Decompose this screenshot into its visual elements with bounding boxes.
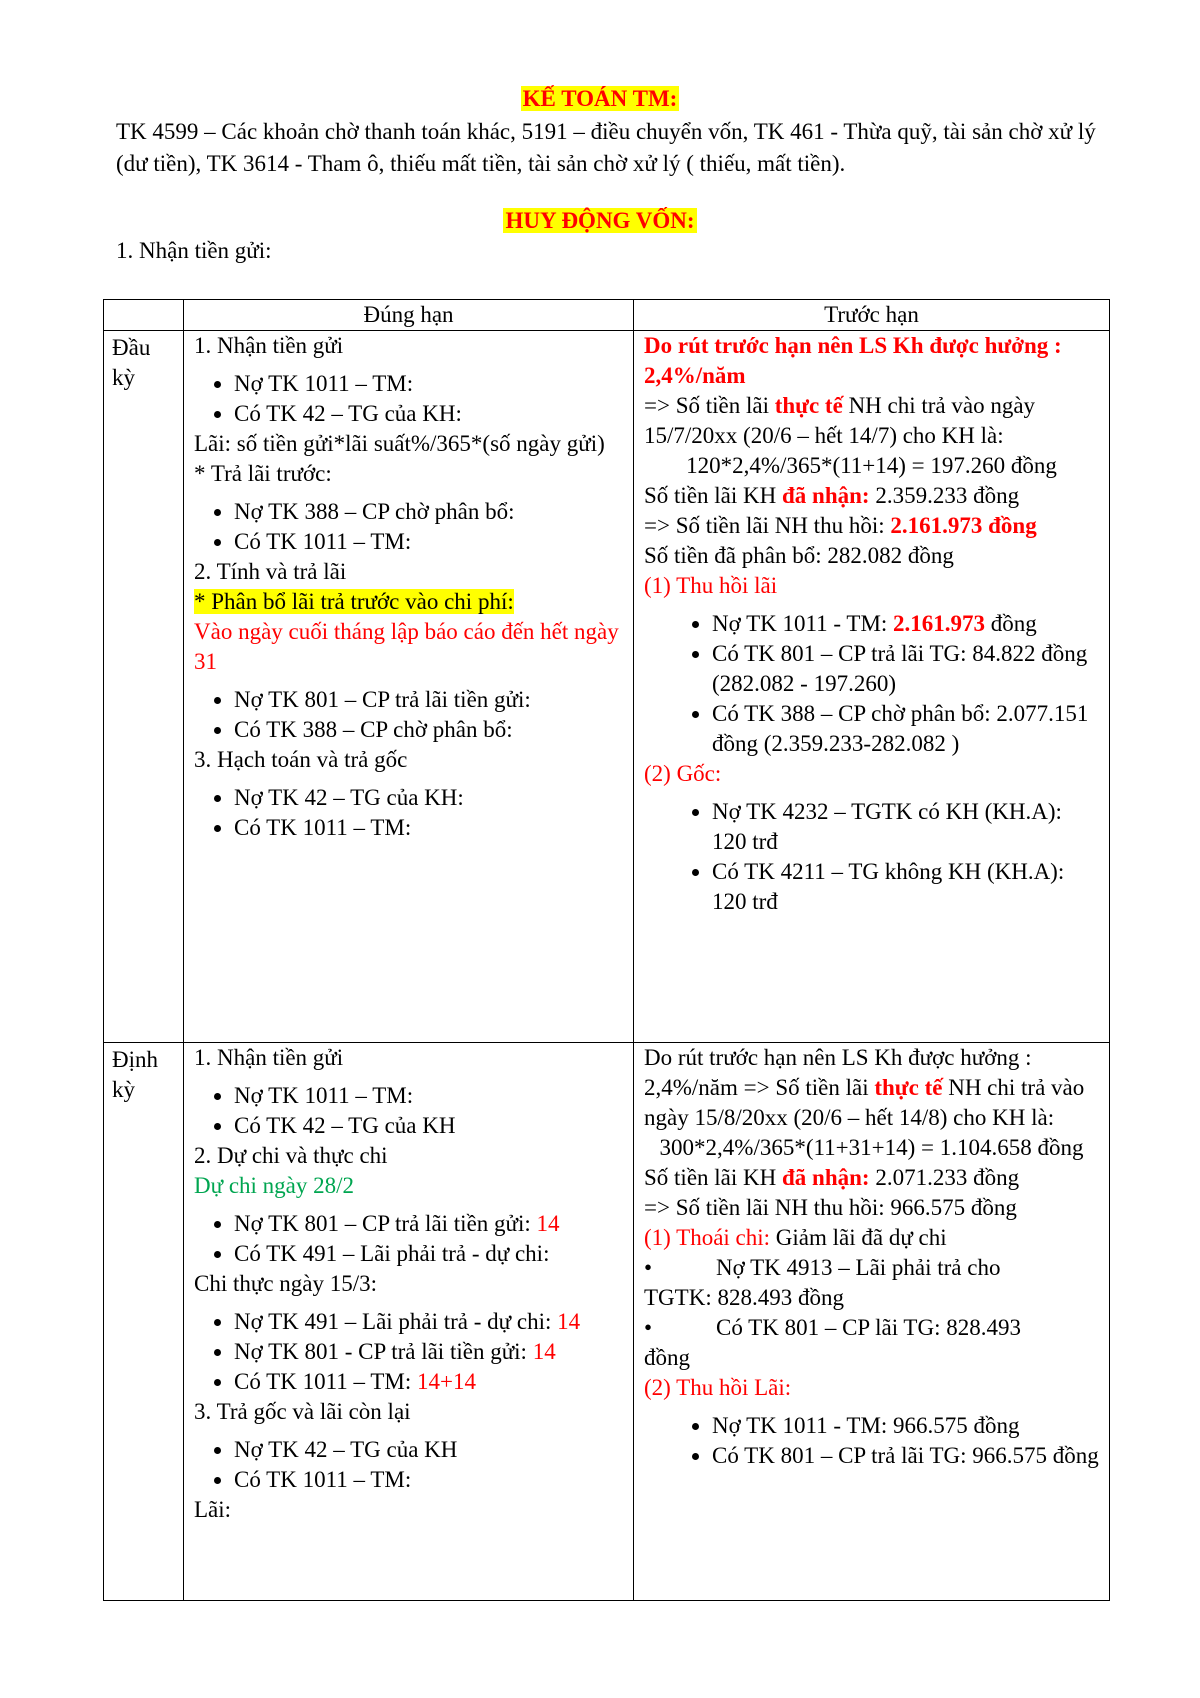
entry-list: [194, 783, 623, 843]
entry-list: [194, 1081, 623, 1141]
list-item: • Nợ TK 388 – CP chờ phân bổ:: [234, 497, 623, 527]
list-item: • Có TK 1011 – TM:: [234, 527, 623, 557]
row-label: Đầu kỳ: [104, 331, 184, 1043]
entry-list: [194, 685, 623, 745]
list-item: • Có TK 801 – CP trả lãi TG: 84.822 đồng (282.082 - 197.260): [712, 639, 1099, 699]
accounting-table: [103, 299, 1110, 1601]
header-cell-dung-han: Đúng hạn: [184, 300, 634, 331]
intro-paragraph: TK 4599 – Các khoản chờ thanh toán khác, 5191 – điều chuyển vốn, TK 461 - Thừa quỹ, tài sản chờ xử lý (dư tiền), TK 3614 - Tham ô, thiếu mất tiền, tài sản chờ xử lý ( thiếu, mất tiền).: [116, 119, 1096, 176]
list-item: • Có TK 388 – CP chờ phân bổ: 2.077.151 đồng (2.359.233-282.082 ): [712, 699, 1099, 759]
list-item: • Có TK 4211 – TG không KH (KH.A): 120 trđ: [712, 857, 1099, 917]
list-item: • Nợ TK 801 - CP trả lãi tiền gửi: 14: [234, 1337, 623, 1367]
list-item: • Nợ TK 1011 – TM:: [234, 369, 623, 399]
list-item: • Nợ TK 1011 – TM:: [234, 1081, 623, 1111]
subsection-heading: 1. Nhận tiền gửi:: [116, 238, 272, 263]
section-title: HUY ĐỘNG VỐN:: [505, 208, 695, 233]
list-item: • Có TK 1011 – TM:: [234, 1465, 623, 1495]
list-item: • Nợ TK 4913 – Lãi phải trả cho: [644, 1255, 1001, 1280]
list-item: • Nợ TK 801 – CP trả lãi tiền gửi: 14: [234, 1209, 623, 1239]
list-item: • Có TK 42 – TG của KH:: [234, 399, 623, 429]
list-item: • Có TK 1011 – TM:: [234, 813, 623, 843]
table-row-dinh-ky: [104, 1043, 1110, 1601]
list-item: • Nợ TK 42 – TG của KH:: [234, 783, 623, 813]
cell-dung-han: 1. Nhận tiền gửi • Nợ TK 1011 – TM: • Có TK 42 – TG của KH 2. Dự chi và thực chi Dự chi ngày 28/2 • Nợ TK 801 – CP trả lãi tiền gửi: 14 • Có TK 491 – Lãi phải trả - dự chi: Chi thực ngày 15/3: • Nợ TK 491 – Lãi phải trả - dự chi: 14 • Nợ TK 801 - CP trả lãi tiền gửi: 14 • Có TK 1011 – TM: 14+14 3. Trả gốc và lãi còn lại • Nợ TK 42 – TG của KH • Có TK 1011 – TM: Lãi:: [184, 1043, 634, 1601]
entry-list: [644, 609, 1099, 759]
list-item: • Nợ TK 42 – TG của KH: [234, 1435, 623, 1465]
cell-truoc-han: Do rút trước hạn nên LS Kh được hưởng : 2,4%/năm => Số tiền lãi thực tế NH chi trả vào ngày 15/8/20xx (20/6 – hết 14/8) cho KH là: 300*2,4%/365*(11+31+14) = 1.104.658 đồng Số tiền lãi KH đã nhận: 2.071.233 đồng => Số tiền lãi NH thu hồi: 966.575 đồng (1) Thoái chi: Giảm lãi đã dự chi • Nợ TK 4913 – Lãi phải trả cho TGTK: 828.493 đồng • Có TK 801 – CP lãi TG: 828.493 đồng (2) Thu hồi Lãi: • Nợ TK 1011 - TM: 966.575 đồng • Có TK 801 – CP trả lãi TG: 966.575 đồng: [634, 1043, 1110, 1601]
header-cell-truoc-han: Trước hạn: [634, 300, 1110, 331]
list-item: • Nợ TK 1011 - TM: 2.161.973 đồng: [712, 609, 1099, 639]
doc-title: KẾ TOÁN TM:: [522, 86, 678, 111]
entry-list: [194, 497, 623, 557]
list-item: • Có TK 1011 – TM: 14+14: [234, 1367, 623, 1397]
list-item: • Nợ TK 4232 – TGTK có KH (KH.A): 120 trđ: [712, 797, 1099, 857]
table-header-row: [104, 300, 1110, 331]
list-item: • Nợ TK 801 – CP trả lãi tiền gửi:: [234, 685, 623, 715]
cell-truoc-han: Do rút trước hạn nên LS Kh được hưởng : 2,4%/năm => Số tiền lãi thực tế NH chi trả vào ngày 15/7/20xx (20/6 – hết 14/7) cho KH là: 120*2,4%/365*(11+14) = 197.260 đồng Số tiền lãi KH đã nhận: 2.359.233 đồng => Số tiền lãi NH thu hồi: 2.161.973 đồng Số tiền đã phân bổ: 282.082 đồng (1) Thu hồi lãi • Nợ TK 1011 - TM: 2.161.973 đồng • Có TK 801 – CP trả lãi TG: 84.822 đồng (282.082 - 197.260) • Có TK 388 – CP chờ phân bổ: 2.077.151 đồng (2.359.233-282.082 ) (2) Gốc: • Nợ TK 4232 – TGTK có KH (KH.A): 120 trđ • Có TK 4211 – TG không KH (KH.A): 120 trđ: [634, 331, 1110, 1043]
entry-list: [194, 1307, 623, 1397]
list-item: • Có TK 801 – CP lãi TG: 828.493: [644, 1315, 1021, 1340]
list-item: • Có TK 801 – CP trả lãi TG: 966.575 đồng: [712, 1441, 1099, 1471]
entry-list: [194, 1435, 623, 1495]
entry-list: [644, 1411, 1099, 1471]
list-item: • Có TK 388 – CP chờ phân bổ:: [234, 715, 623, 745]
entry-list: [194, 369, 623, 429]
list-item: • Nợ TK 1011 - TM: 966.575 đồng: [712, 1411, 1099, 1441]
entry-list: [644, 797, 1099, 917]
table-row-dau-ky: [104, 331, 1110, 1043]
entry-list: [194, 1209, 623, 1269]
cell-dung-han: 1. Nhận tiền gửi • Nợ TK 1011 – TM: • Có TK 42 – TG của KH: Lãi: số tiền gửi*lãi suất%/365*(số ngày gửi) * Trả lãi trước: • Nợ TK 388 – CP chờ phân bổ: • Có TK 1011 – TM: 2. Tính và trả lãi * Phân bổ lãi trả trước vào chi phí: Vào ngày cuối tháng lập báo cáo đến hết ngày 31 • Nợ TK 801 – CP trả lãi tiền gửi: • Có TK 388 – CP chờ phân bổ: 3. Hạch toán và trả gốc • Nợ TK 42 – TG của KH: • Có TK 1011 – TM:: [184, 331, 634, 1043]
list-item: • Có TK 491 – Lãi phải trả - dự chi:: [234, 1239, 623, 1269]
list-item: • Có TK 42 – TG của KH: [234, 1111, 623, 1141]
list-item: • Nợ TK 491 – Lãi phải trả - dự chi: 14: [234, 1307, 623, 1337]
header-cell-empty: [104, 300, 184, 331]
row-label: Định kỳ: [104, 1043, 184, 1601]
